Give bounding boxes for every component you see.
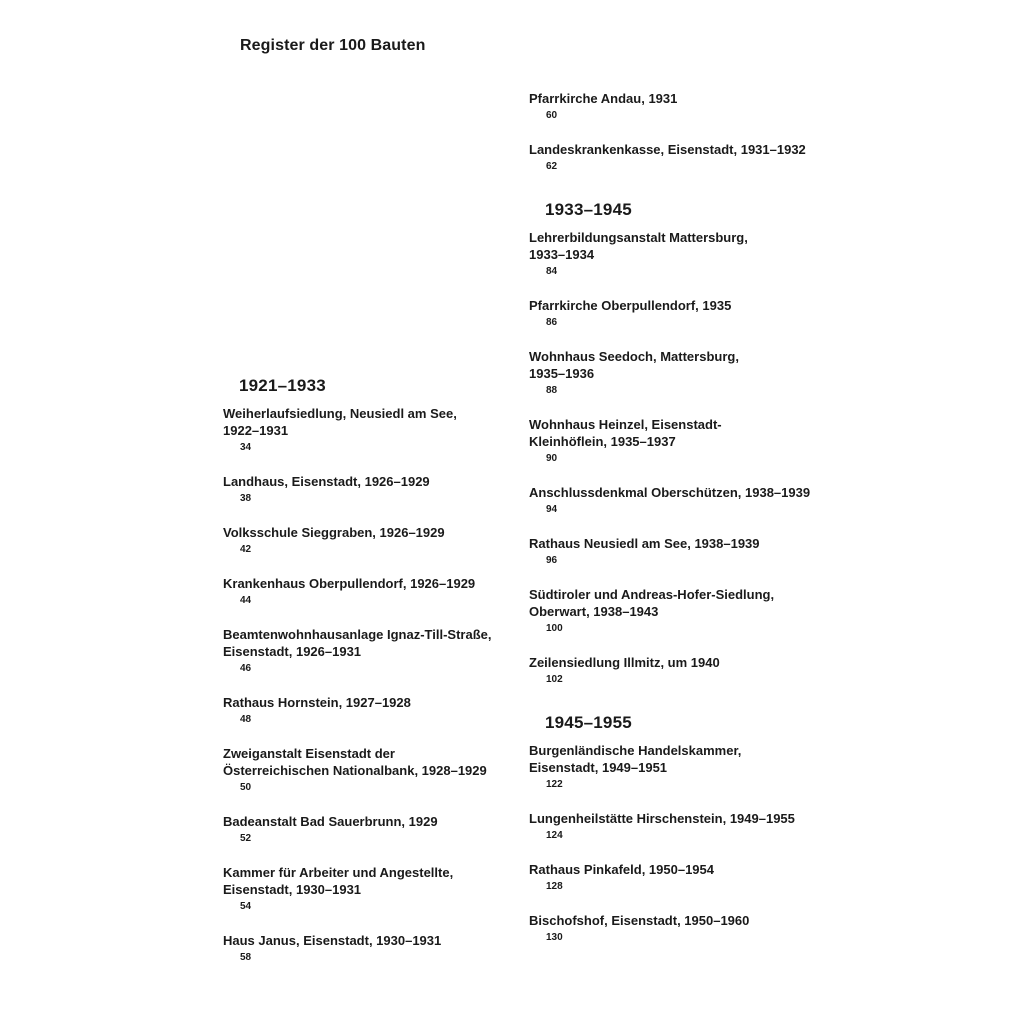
section-heading: 1945–1955 <box>545 713 632 732</box>
entry-page-number: 44 <box>240 595 252 606</box>
entry-page-number: 130 <box>546 932 563 943</box>
entry-title: Landhaus, Eisenstadt, 1926–1929 <box>223 474 430 489</box>
entry-list <box>529 742 829 947</box>
entry-page-number: 62 <box>546 161 558 172</box>
register-entry <box>529 810 829 845</box>
register-entry <box>223 626 523 678</box>
entry-title: Kammer für Arbeiter und Angestellte, Eisenstadt, 1930–1931 <box>223 865 454 897</box>
entry-page-number: 96 <box>546 555 558 566</box>
entry-title: Zweiganstalt Eisenstadt der Österreichischen Nationalbank, 1928–1929 <box>223 746 487 778</box>
entry-title: Wohnhaus Heinzel, Eisenstadt- Kleinhöflein, 1935–1937 <box>529 417 722 449</box>
entry-page-number: 100 <box>546 623 563 634</box>
entry-title: Haus Janus, Eisenstadt, 1930–1931 <box>223 933 442 948</box>
register-entry <box>223 813 523 848</box>
register-entry <box>529 90 829 125</box>
register-entry <box>223 405 523 457</box>
entry-title: Krankenhaus Oberpullendorf, 1926–1929 <box>223 576 476 591</box>
register-section <box>529 199 829 689</box>
entry-title: Beamtenwohnhausanlage Ignaz-Till-Straße, Eisenstadt, 1926–1931 <box>223 627 492 659</box>
register-column-left <box>223 375 523 983</box>
entry-title: Bischofshof, Eisenstadt, 1950–1960 <box>529 913 750 928</box>
entry-page-number: 54 <box>240 901 252 912</box>
entry-title: Pfarrkirche Oberpullendorf, 1935 <box>529 298 732 313</box>
entry-title: Rathaus Hornstein, 1927–1928 <box>223 695 411 710</box>
entry-title: Badeanstalt Bad Sauerbrunn, 1929 <box>223 814 438 829</box>
register-entry <box>529 484 829 519</box>
register-section <box>223 375 523 967</box>
entry-title: Lungenheilstätte Hirschenstein, 1949–1955 <box>529 811 795 826</box>
entry-page-number: 86 <box>546 317 558 328</box>
entry-page-number: 50 <box>240 782 252 793</box>
entry-page-number: 60 <box>546 110 558 121</box>
register-entry <box>223 575 523 610</box>
register-entry <box>529 535 829 570</box>
entry-page-number: 48 <box>240 714 252 725</box>
register-entry <box>529 654 829 689</box>
entry-page-number: 124 <box>546 830 563 841</box>
register-column-right <box>529 90 829 963</box>
entry-page-number: 42 <box>240 544 252 555</box>
entry-title: Burgenländische Handelskammer, Eisenstadt, 1949–1951 <box>529 743 742 775</box>
entry-title: Südtiroler und Andreas-Hofer-Siedlung, Oberwart, 1938–1943 <box>529 587 775 619</box>
section-heading: 1933–1945 <box>545 200 632 219</box>
register-entry <box>223 932 523 967</box>
entry-title: Lehrerbildungsanstalt Mattersburg, 1933–1934 <box>529 230 748 262</box>
entry-page-number: 128 <box>546 881 563 892</box>
entry-page-number: 46 <box>240 663 252 674</box>
entry-list <box>529 229 829 689</box>
entry-page-number: 88 <box>546 385 558 396</box>
entry-page-number: 84 <box>546 266 558 277</box>
entry-page-number: 58 <box>240 952 252 963</box>
register-entry <box>529 742 829 794</box>
register-entry <box>529 912 829 947</box>
entry-page-number: 102 <box>546 674 563 685</box>
register-entry <box>529 141 829 176</box>
register-section <box>529 90 829 176</box>
register-section <box>529 712 829 947</box>
register-entry <box>529 348 829 400</box>
entry-list <box>529 90 829 176</box>
entry-page-number: 34 <box>240 442 252 453</box>
entry-title: Volksschule Sieggraben, 1926–1929 <box>223 525 445 540</box>
register-entry <box>529 297 829 332</box>
entry-list <box>223 405 523 967</box>
entry-page-number: 38 <box>240 493 252 504</box>
entry-title: Anschlussdenkmal Oberschützen, 1938–1939 <box>529 485 811 500</box>
entry-title: Rathaus Neusiedl am See, 1938–1939 <box>529 536 760 551</box>
entry-page-number: 94 <box>546 504 558 515</box>
entry-title: Pfarrkirche Andau, 1931 <box>529 91 678 106</box>
entry-page-number: 90 <box>546 453 558 464</box>
register-entry <box>223 473 523 508</box>
register-entry <box>223 524 523 559</box>
entry-title: Rathaus Pinkafeld, 1950–1954 <box>529 862 714 877</box>
register-entry <box>529 586 829 638</box>
entry-title: Zeilensiedlung Illmitz, um 1940 <box>529 655 720 670</box>
entry-title: Landeskrankenkasse, Eisenstadt, 1931–1932 <box>529 142 806 157</box>
entry-title: Weiherlaufsiedlung, Neusiedl am See, 1922–1931 <box>223 406 457 438</box>
entry-page-number: 52 <box>240 833 252 844</box>
register-entry <box>223 694 523 729</box>
register-entry <box>529 861 829 896</box>
entry-title: Wohnhaus Seedoch, Mattersburg, 1935–1936 <box>529 349 739 381</box>
register-entry <box>529 229 829 281</box>
register-entry <box>223 745 523 797</box>
section-heading: 1921–1933 <box>239 376 326 395</box>
entry-page-number: 122 <box>546 779 563 790</box>
page-title: Register der 100 Bauten <box>240 37 426 54</box>
register-entry <box>529 416 829 468</box>
register-entry <box>223 864 523 916</box>
